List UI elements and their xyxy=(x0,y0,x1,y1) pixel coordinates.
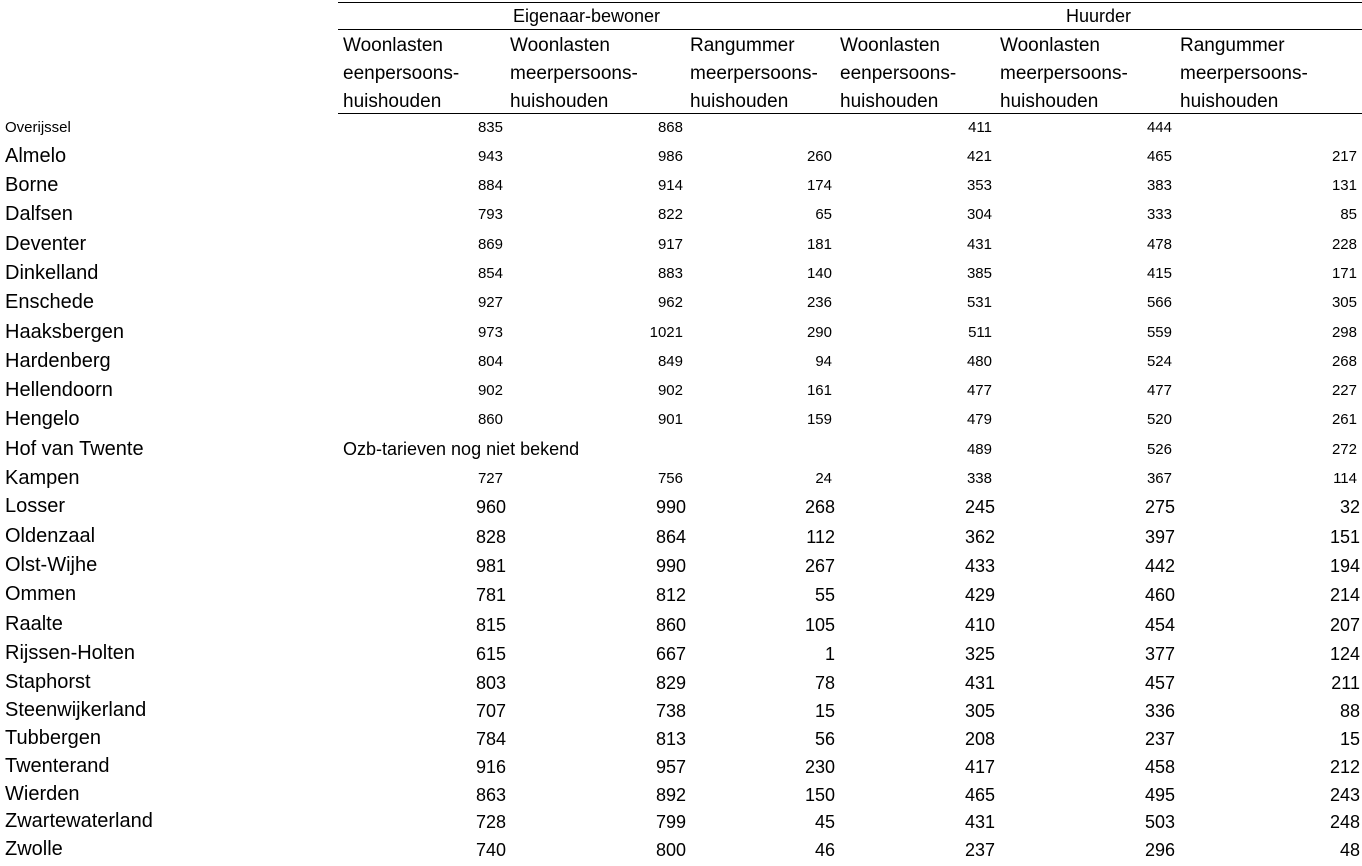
cell-eigenaar-rangnummer-meer: 1 xyxy=(824,644,835,664)
cell-huurder-woonlasten-een: 353 xyxy=(966,177,992,194)
cell-huurder-woonlasten-een: 385 xyxy=(966,265,992,282)
row-label: Hof van Twente xyxy=(5,438,144,460)
cell-eigenaar-woonlasten-een: 803 xyxy=(475,673,506,693)
column-header-line: Woonlasten xyxy=(343,35,443,56)
column-header-line: huishouden xyxy=(510,91,609,112)
column-header-line: Rangummer xyxy=(1180,35,1285,56)
cell-huurder-woonlasten-een: 465 xyxy=(964,785,995,805)
cell-huurder-woonlasten-meer: 477 xyxy=(1146,382,1172,399)
column-header-line: eenpersoons- xyxy=(343,63,460,84)
cell-eigenaar-woonlasten-een: 793 xyxy=(477,206,503,223)
row-label: Raalte xyxy=(5,613,63,635)
cell-eigenaar-woonlasten-een: 902 xyxy=(477,382,503,399)
cell-eigenaar-woonlasten-meer: 957 xyxy=(655,757,686,777)
column-header-line: meerpersoons- xyxy=(1000,63,1128,84)
column-header-huurder-rangnummer-meer xyxy=(1180,32,1308,116)
cell-eigenaar-woonlasten-een: 943 xyxy=(477,148,503,165)
cell-huurder-woonlasten-een: 480 xyxy=(966,353,992,370)
cell-eigenaar-woonlasten-een: 781 xyxy=(475,585,506,605)
row-label: Overijssel xyxy=(5,119,71,136)
cell-huurder-rangnummer-meer: 207 xyxy=(1329,615,1360,635)
cell-eigenaar-woonlasten-meer: 917 xyxy=(657,236,683,253)
cell-huurder-woonlasten-meer: 559 xyxy=(1146,324,1172,341)
cell-huurder-woonlasten-een: 431 xyxy=(964,812,995,832)
row-label: Kampen xyxy=(5,467,80,489)
column-header-line: eenpersoons- xyxy=(840,63,957,84)
column-header-eigenaar-rangnummer-meer xyxy=(690,32,818,116)
cell-huurder-woonlasten-meer: 442 xyxy=(1144,556,1175,576)
group-header-eigenaar-bewoner: Eigenaar-bewoner xyxy=(512,6,661,26)
cell-huurder-woonlasten-meer: 478 xyxy=(1146,236,1172,253)
row-label: Tubbergen xyxy=(5,727,101,749)
cell-eigenaar-woonlasten-meer: 902 xyxy=(657,382,683,399)
cell-eigenaar-woonlasten-een: 815 xyxy=(475,615,506,635)
cell-huurder-rangnummer-meer: 211 xyxy=(1331,673,1360,693)
row-label: Oldenzaal xyxy=(5,525,96,547)
cell-huurder-woonlasten-een: 479 xyxy=(966,411,992,428)
cell-eigenaar-rangnummer-meer: 78 xyxy=(814,673,835,693)
cell-huurder-woonlasten-meer: 457 xyxy=(1144,673,1175,693)
cell-huurder-woonlasten-meer: 465 xyxy=(1146,148,1172,165)
cell-eigenaar-woonlasten-meer: 868 xyxy=(657,119,683,136)
cell-huurder-rangnummer-meer: 85 xyxy=(1340,206,1357,223)
cell-huurder-rangnummer-meer: 298 xyxy=(1331,324,1357,341)
cell-eigenaar-woonlasten-meer: 829 xyxy=(655,673,686,693)
cell-huurder-woonlasten-meer: 495 xyxy=(1144,785,1175,805)
cell-huurder-woonlasten-een: 421 xyxy=(966,148,992,165)
cell-eigenaar-woonlasten-een: 854 xyxy=(477,265,503,282)
cell-huurder-rangnummer-meer: 131 xyxy=(1331,177,1357,194)
cell-huurder-woonlasten-een: 237 xyxy=(964,840,995,860)
group-rule xyxy=(338,29,1362,30)
cell-huurder-woonlasten-een: 433 xyxy=(964,556,995,576)
cell-eigenaar-rangnummer-meer: 260 xyxy=(806,148,832,165)
column-header-line: Woonlasten xyxy=(510,35,610,56)
cell-eigenaar-woonlasten-meer: 800 xyxy=(655,840,686,860)
cell-eigenaar-woonlasten-meer: 860 xyxy=(655,615,686,635)
column-header-huurder-woonlasten-meer xyxy=(1000,32,1128,116)
column-header-line: huishouden xyxy=(1000,91,1099,112)
cell-huurder-woonlasten-een: 431 xyxy=(966,236,992,253)
cell-eigenaar-woonlasten-meer: 822 xyxy=(657,206,683,223)
cell-eigenaar-rangnummer-meer: 112 xyxy=(806,527,835,547)
cell-eigenaar-rangnummer-meer: 161 xyxy=(806,382,832,399)
row-label: Zwartewaterland xyxy=(5,810,153,832)
cell-eigenaar-rangnummer-meer: 55 xyxy=(814,585,835,605)
cell-huurder-woonlasten-meer: 520 xyxy=(1146,411,1172,428)
cell-huurder-woonlasten-meer: 383 xyxy=(1146,177,1172,194)
cell-eigenaar-woonlasten-meer: 914 xyxy=(657,177,683,194)
cell-eigenaar-woonlasten-een: 707 xyxy=(475,701,506,721)
cell-huurder-woonlasten-een: 411 xyxy=(968,119,992,136)
cell-huurder-woonlasten-meer: 444 xyxy=(1146,119,1172,136)
cell-huurder-rangnummer-meer: 151 xyxy=(1329,527,1360,547)
cell-huurder-woonlasten-meer: 367 xyxy=(1146,470,1172,487)
cell-eigenaar-woonlasten-een: 615 xyxy=(475,644,506,664)
row-label: Staphorst xyxy=(5,671,91,693)
row-label: Steenwijkerland xyxy=(5,699,147,721)
row-note: Ozb-tarieven nog niet bekend xyxy=(343,439,580,459)
top-rule xyxy=(338,2,1362,3)
cell-huurder-rangnummer-meer: 114 xyxy=(1333,470,1357,487)
column-header-huurder-woonlasten-een xyxy=(840,32,956,116)
cell-eigenaar-woonlasten-meer: 990 xyxy=(655,497,686,517)
column-header-line: huishouden xyxy=(1180,91,1279,112)
cell-eigenaar-rangnummer-meer: 46 xyxy=(814,840,835,860)
cell-eigenaar-woonlasten-meer: 812 xyxy=(655,585,686,605)
cell-huurder-woonlasten-meer: 296 xyxy=(1144,840,1175,860)
cell-huurder-rangnummer-meer: 261 xyxy=(1331,411,1357,428)
cell-huurder-woonlasten-meer: 415 xyxy=(1146,265,1172,282)
cell-eigenaar-woonlasten-meer: 986 xyxy=(657,148,683,165)
row-label: Enschede xyxy=(5,291,94,313)
column-header-line: Woonlasten xyxy=(1000,35,1100,56)
cell-eigenaar-woonlasten-een: 728 xyxy=(475,812,506,832)
row-label: Twenterand xyxy=(5,755,110,777)
row-label: Deventer xyxy=(5,233,87,255)
cell-huurder-rangnummer-meer: 124 xyxy=(1329,644,1360,664)
row-label: Zwolle xyxy=(5,838,63,860)
row-label: Olst-Wijhe xyxy=(5,554,98,576)
row-label: Almelo xyxy=(5,145,67,167)
cell-eigenaar-woonlasten-een: 927 xyxy=(477,294,503,311)
cell-eigenaar-rangnummer-meer: 65 xyxy=(815,206,832,223)
cell-huurder-woonlasten-meer: 454 xyxy=(1144,615,1175,635)
row-label: Haaksbergen xyxy=(5,321,124,343)
cell-huurder-rangnummer-meer: 248 xyxy=(1329,812,1360,832)
cell-eigenaar-woonlasten-een: 973 xyxy=(477,324,503,341)
cell-huurder-rangnummer-meer: 88 xyxy=(1339,701,1360,721)
cell-eigenaar-woonlasten-meer: 962 xyxy=(657,294,683,311)
row-label: Hardenberg xyxy=(5,350,111,372)
row-label: Dinkelland xyxy=(5,262,99,284)
row-label: Losser xyxy=(5,495,66,517)
cell-huurder-woonlasten-meer: 397 xyxy=(1144,527,1175,547)
cell-eigenaar-woonlasten-een: 884 xyxy=(477,177,503,194)
cell-eigenaar-woonlasten-een: 863 xyxy=(475,785,506,805)
column-header-line: Woonlasten xyxy=(840,35,940,56)
cell-huurder-woonlasten-een: 325 xyxy=(964,644,995,664)
cell-huurder-woonlasten-een: 305 xyxy=(964,701,995,721)
cell-eigenaar-woonlasten-een: 835 xyxy=(477,119,503,136)
cell-eigenaar-rangnummer-meer: 181 xyxy=(806,236,832,253)
cell-eigenaar-woonlasten-een: 916 xyxy=(475,757,506,777)
cell-eigenaar-rangnummer-meer: 236 xyxy=(806,294,832,311)
cell-huurder-woonlasten-meer: 460 xyxy=(1144,585,1175,605)
cell-eigenaar-rangnummer-meer: 56 xyxy=(814,729,835,749)
row-label: Rijssen-Holten xyxy=(5,642,136,664)
cell-huurder-rangnummer-meer: 272 xyxy=(1331,441,1357,458)
cell-huurder-woonlasten-een: 338 xyxy=(966,470,992,487)
cell-huurder-woonlasten-meer: 237 xyxy=(1144,729,1175,749)
row-label: Ommen xyxy=(5,583,77,605)
cell-huurder-rangnummer-meer: 212 xyxy=(1329,757,1360,777)
cell-huurder-woonlasten-meer: 503 xyxy=(1144,812,1175,832)
cell-huurder-woonlasten-een: 417 xyxy=(964,757,995,777)
cell-huurder-rangnummer-meer: 32 xyxy=(1339,497,1360,517)
cell-eigenaar-woonlasten-een: 727 xyxy=(477,470,503,487)
cell-huurder-rangnummer-meer: 194 xyxy=(1329,556,1360,576)
cell-eigenaar-woonlasten-meer: 990 xyxy=(655,556,686,576)
cell-huurder-rangnummer-meer: 214 xyxy=(1329,585,1360,605)
cell-eigenaar-rangnummer-meer: 45 xyxy=(814,812,835,832)
column-header-line: meerpersoons- xyxy=(1180,63,1308,84)
cell-huurder-rangnummer-meer: 243 xyxy=(1329,785,1360,805)
cell-eigenaar-rangnummer-meer: 268 xyxy=(804,497,835,517)
column-header-eigenaar-woonlasten-een xyxy=(343,32,459,116)
cell-huurder-rangnummer-meer: 217 xyxy=(1331,148,1357,165)
cell-huurder-woonlasten-meer: 566 xyxy=(1146,294,1172,311)
column-header-line: meerpersoons- xyxy=(510,63,638,84)
cell-eigenaar-rangnummer-meer: 24 xyxy=(815,470,832,487)
column-header-line: meerpersoons- xyxy=(690,63,818,84)
cell-huurder-woonlasten-een: 429 xyxy=(964,585,995,605)
cell-eigenaar-rangnummer-meer: 94 xyxy=(815,353,832,370)
cell-huurder-rangnummer-meer: 305 xyxy=(1331,294,1357,311)
cell-eigenaar-rangnummer-meer: 150 xyxy=(804,785,835,805)
cell-huurder-woonlasten-meer: 333 xyxy=(1146,206,1172,223)
cell-eigenaar-rangnummer-meer: 267 xyxy=(804,556,835,576)
cell-eigenaar-woonlasten-meer: 667 xyxy=(655,644,686,664)
column-header-line: Rangummer xyxy=(690,35,795,56)
cell-eigenaar-woonlasten-een: 784 xyxy=(475,729,506,749)
cell-huurder-rangnummer-meer: 227 xyxy=(1331,382,1357,399)
cell-huurder-woonlasten-meer: 524 xyxy=(1146,353,1172,370)
cell-huurder-woonlasten-een: 208 xyxy=(964,729,995,749)
cell-eigenaar-woonlasten-een: 828 xyxy=(475,527,506,547)
cell-eigenaar-woonlasten-een: 960 xyxy=(475,497,506,517)
cell-huurder-woonlasten-een: 477 xyxy=(966,382,992,399)
cell-huurder-woonlasten-meer: 526 xyxy=(1146,441,1172,458)
cell-eigenaar-woonlasten-meer: 813 xyxy=(655,729,686,749)
cell-eigenaar-woonlasten-meer: 849 xyxy=(657,353,683,370)
cell-eigenaar-woonlasten-een: 860 xyxy=(477,411,503,428)
cell-eigenaar-woonlasten-meer: 1021 xyxy=(649,324,683,341)
group-header-huurder: Huurder xyxy=(1065,6,1132,26)
row-label: Dalfsen xyxy=(5,203,73,225)
cell-eigenaar-rangnummer-meer: 174 xyxy=(806,177,832,194)
cell-huurder-rangnummer-meer: 15 xyxy=(1339,729,1360,749)
cell-huurder-rangnummer-meer: 48 xyxy=(1339,840,1360,860)
cell-eigenaar-woonlasten-meer: 799 xyxy=(655,812,686,832)
cell-eigenaar-rangnummer-meer: 230 xyxy=(804,757,835,777)
cell-eigenaar-rangnummer-meer: 105 xyxy=(804,615,835,635)
cell-huurder-woonlasten-een: 431 xyxy=(964,673,995,693)
cell-huurder-woonlasten-een: 362 xyxy=(964,527,995,547)
cell-eigenaar-rangnummer-meer: 140 xyxy=(806,265,832,282)
cell-huurder-rangnummer-meer: 228 xyxy=(1331,236,1357,253)
cell-eigenaar-woonlasten-meer: 738 xyxy=(655,701,686,721)
column-header-line: huishouden xyxy=(840,91,939,112)
cell-huurder-woonlasten-een: 489 xyxy=(966,441,992,458)
cell-eigenaar-woonlasten-een: 804 xyxy=(477,353,503,370)
cell-eigenaar-woonlasten-een: 981 xyxy=(475,556,506,576)
cell-eigenaar-woonlasten-een: 869 xyxy=(477,236,503,253)
cell-huurder-woonlasten-een: 304 xyxy=(966,206,992,223)
cell-huurder-woonlasten-een: 511 xyxy=(968,324,992,341)
cell-huurder-rangnummer-meer: 268 xyxy=(1331,353,1357,370)
cell-eigenaar-woonlasten-meer: 901 xyxy=(657,411,683,428)
column-header-line: huishouden xyxy=(343,91,442,112)
cell-huurder-woonlasten-meer: 377 xyxy=(1144,644,1175,664)
cell-huurder-rangnummer-meer: 171 xyxy=(1331,265,1357,282)
row-label: Wierden xyxy=(5,783,80,805)
cell-huurder-woonlasten-meer: 336 xyxy=(1144,701,1175,721)
cell-eigenaar-woonlasten-meer: 892 xyxy=(655,785,686,805)
cell-huurder-woonlasten-een: 531 xyxy=(966,294,992,311)
cell-eigenaar-woonlasten-meer: 756 xyxy=(657,470,683,487)
row-label: Borne xyxy=(5,174,59,196)
cell-huurder-woonlasten-een: 245 xyxy=(964,497,995,517)
cell-eigenaar-rangnummer-meer: 159 xyxy=(806,411,832,428)
column-header-eigenaar-woonlasten-meer xyxy=(510,32,638,116)
cell-huurder-woonlasten-meer: 458 xyxy=(1144,757,1175,777)
cell-eigenaar-rangnummer-meer: 15 xyxy=(814,701,835,721)
cell-eigenaar-woonlasten-een: 740 xyxy=(475,840,506,860)
cell-huurder-woonlasten-meer: 275 xyxy=(1144,497,1175,517)
row-label: Hengelo xyxy=(5,408,80,430)
row-label: Hellendoorn xyxy=(5,379,113,401)
cell-eigenaar-woonlasten-meer: 883 xyxy=(657,265,683,282)
cell-eigenaar-rangnummer-meer: 290 xyxy=(806,324,832,341)
column-header-line: huishouden xyxy=(690,91,789,112)
cell-eigenaar-woonlasten-meer: 864 xyxy=(655,527,686,547)
cell-huurder-woonlasten-een: 410 xyxy=(964,615,995,635)
